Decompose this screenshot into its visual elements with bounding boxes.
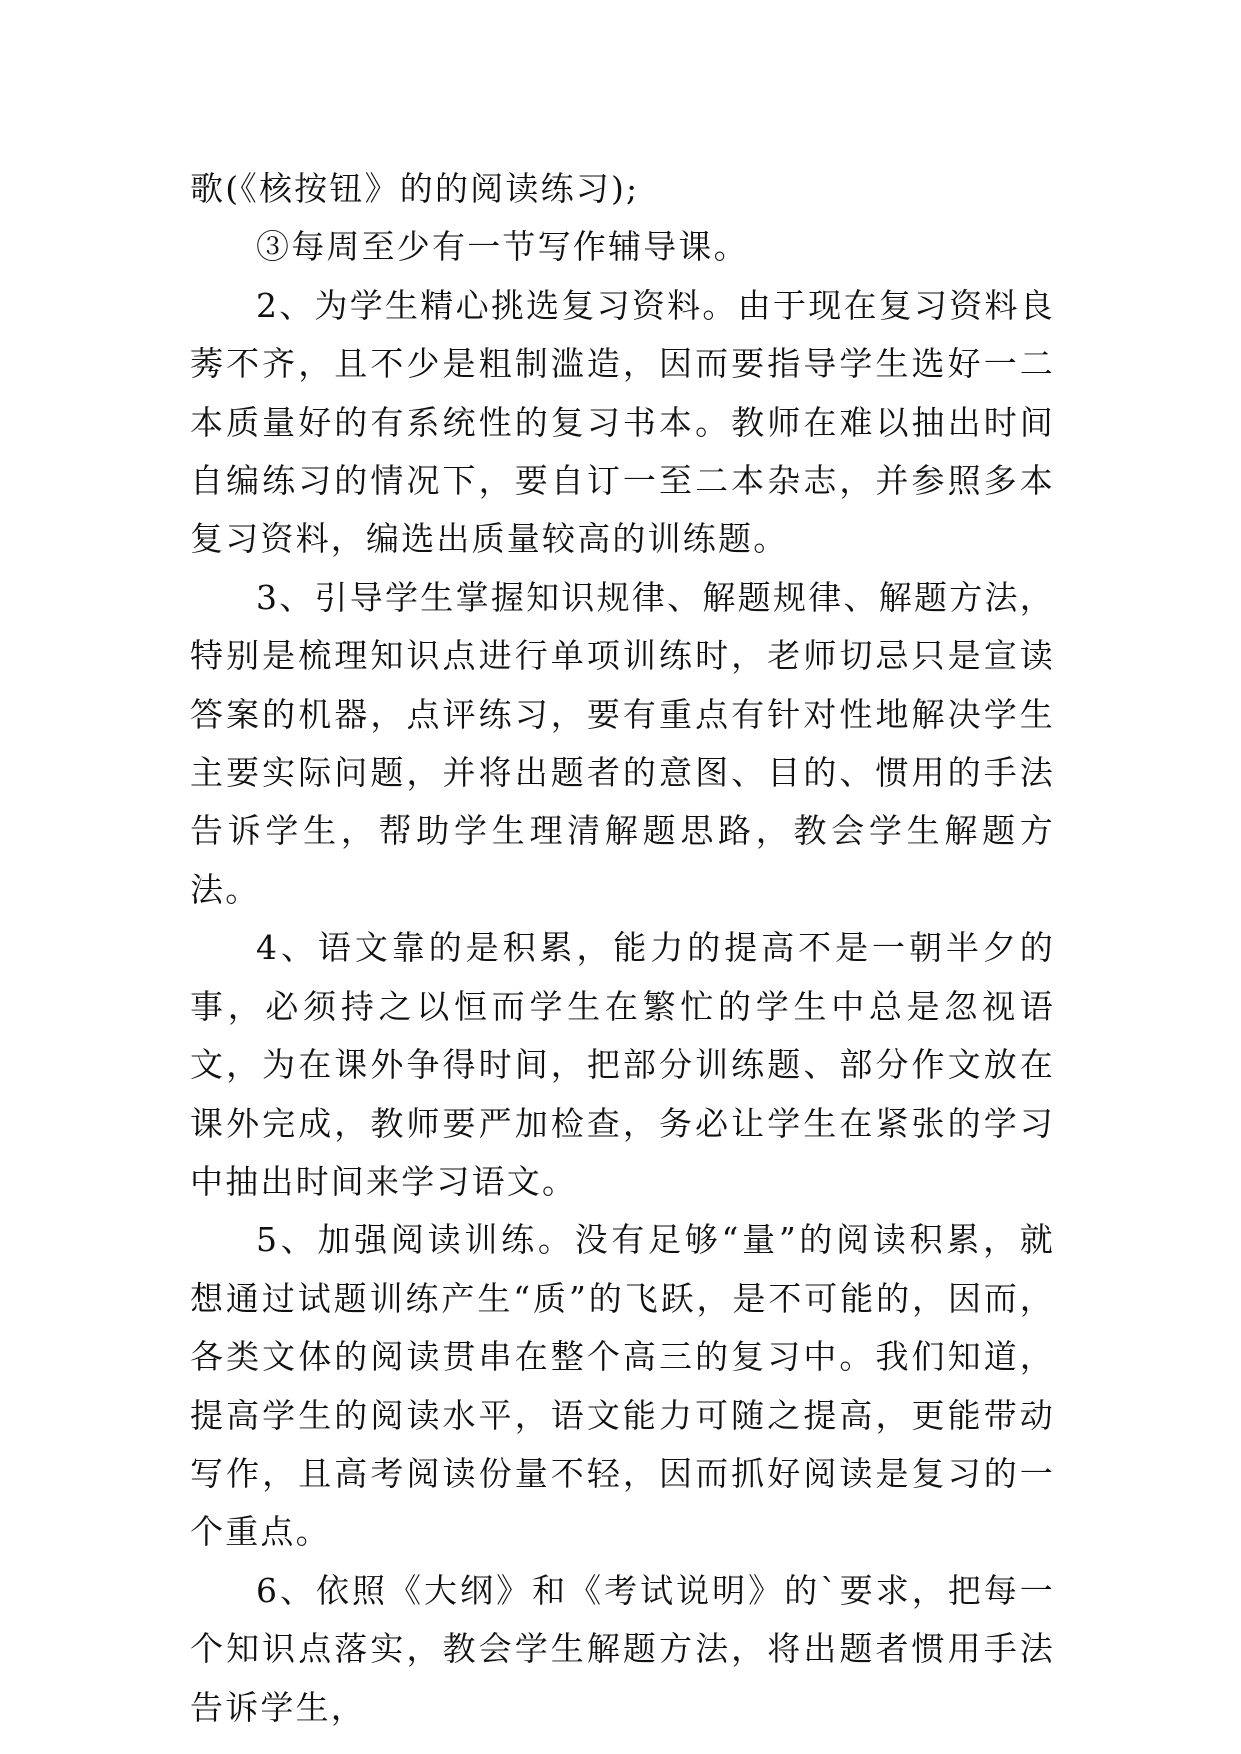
paragraph-point-4: 4、语文靠的是积累，能力的提高不是一朝半夕的事，必须持之以恒而学生在繁忙的学生中总是忽视语文，为在课外争得时间，把部分训练题、部分作文放在课外完成，教师要严加检查，务必让学生在紧张的学习中抽出时间来学习语文。	[190, 928, 1055, 1201]
document-body	[190, 160, 1055, 1737]
paragraph-item-3: ③每周至少有一节写作辅导课。	[256, 227, 749, 267]
paragraph-point-3: 3、引导学生掌握知识规律、解题规律、解题方法，特别是梳理知识点进行单项训练时，老师切忌只是宣读答案的机器，点评练习，要有重点有针对性地解决学生主要实际问题，并将出题者的意图、目的、惯用的手法告诉学生，帮助学生理清解题思路，教会学生解题方法。	[190, 577, 1055, 909]
paragraph-point-6: 6、依照《大纲》和《考试说明》的`要求，把每一个知识点落实，教会学生解题方法，将出题者惯用手法告诉学生，	[190, 1570, 1055, 1727]
paragraph-point-2: 2、为学生精心挑选复习资料。由于现在复习资料良莠不齐，且不少是粗制滥造，因而要指导学生选好一二本质量好的有系统性的复习书本。教师在难以抽出时间自编练习的情况下，要自订一至二本杂志，并参照多本复习资料，编选出质量较高的训练题。	[190, 285, 1055, 559]
paragraph-continuation: 歌(《核按钮》的的阅读练习);	[190, 169, 640, 208]
paragraph-point-5: 5、加强阅读训练。没有足够“量”的阅读积累，就想通过试题训练产生“质”的飞跃，是不可能的，因而，各类文体的阅读贯串在整个高三的复习中。我们知道，提高学生的阅读水平，语文能力可随之提高，更能带动写作，且高考阅读份量不轻，因而抓好阅读是复习的一个重点。	[190, 1220, 1055, 1552]
